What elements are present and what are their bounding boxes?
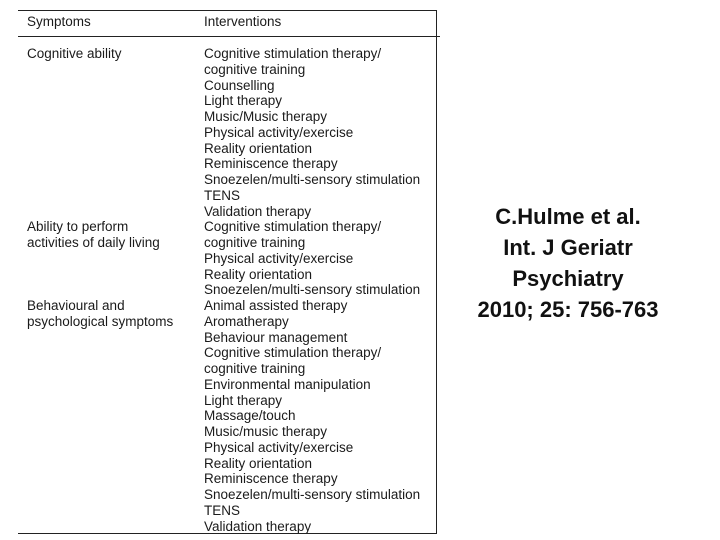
intervention-item: Animal assisted therapy (204, 298, 348, 313)
intervention-item: Massage/touch (204, 408, 296, 424)
intervention-item: Validation therapy (204, 518, 312, 534)
intervention-item: Physical activity/exercise (204, 124, 354, 140)
intervention-item: Light therapy (204, 392, 283, 408)
intervention-item: TENS (204, 187, 241, 203)
symptom-line: Cognitive ability (27, 46, 122, 61)
intervention-item: Music/Music therapy (204, 109, 328, 124)
intervention-item: cognitive training (204, 361, 306, 376)
symptom-line: psychological symptoms (27, 313, 174, 329)
intervention-item: Validation therapy (204, 203, 312, 219)
intervention-item: Reality orientation (204, 266, 313, 282)
header-interventions: Interventions (204, 14, 282, 29)
header-symptoms: Symptoms (27, 14, 91, 29)
symptom-line: Ability to perform (27, 219, 129, 235)
intervention-item: Behaviour management (204, 329, 348, 345)
symptom-cell (27, 298, 173, 330)
intervention-item: Snoezelen/multi-sensory stimulation (204, 172, 421, 187)
intervention-item: Reality orientation (204, 455, 313, 471)
citation-line: C.Hulme et al. (495, 204, 641, 229)
citation (452, 201, 684, 325)
intervention-item: Physical activity/exercise (204, 250, 354, 266)
intervention-item: cognitive training (204, 235, 306, 250)
intervention-item: Environmental manipulation (204, 376, 371, 392)
header-rule (18, 36, 440, 37)
symptom-line: Behavioural and (27, 298, 125, 313)
intervention-item: Cognitive stimulation therapy/ (204, 219, 382, 235)
symptom-line: activities of daily living (27, 235, 160, 251)
interventions-column (204, 46, 420, 534)
citation-line: Int. J Geriatr (503, 235, 633, 260)
intervention-item: Snoezelen/multi-sensory stimulation (204, 282, 421, 298)
intervention-item: Cognitive stimulation therapy/ (204, 345, 382, 361)
table-bottom-rule (18, 533, 436, 534)
citation-line: Psychiatry (512, 266, 624, 291)
intervention-item: Cognitive stimulation therapy/ (204, 46, 382, 61)
intervention-item: Reminiscence therapy (204, 156, 338, 172)
table-top-rule (18, 10, 436, 11)
interventions-table (18, 10, 437, 534)
intervention-item: Counselling (204, 77, 275, 93)
intervention-item: Light therapy (204, 93, 283, 109)
intervention-item: Physical activity/exercise (204, 439, 354, 455)
intervention-item: Reminiscence therapy (204, 471, 338, 487)
intervention-item: Music/music therapy (204, 424, 328, 439)
citation-line: 2010; 25: 756-763 (477, 297, 659, 322)
intervention-item: Aromatherapy (204, 313, 289, 329)
intervention-item: cognitive training (204, 61, 306, 77)
intervention-item: Reality orientation (204, 140, 313, 156)
symptom-cell (27, 219, 160, 251)
symptom-cell (27, 46, 122, 62)
intervention-item: TENS (204, 502, 241, 518)
intervention-item: Snoezelen/multi-sensory stimulation (204, 487, 421, 502)
